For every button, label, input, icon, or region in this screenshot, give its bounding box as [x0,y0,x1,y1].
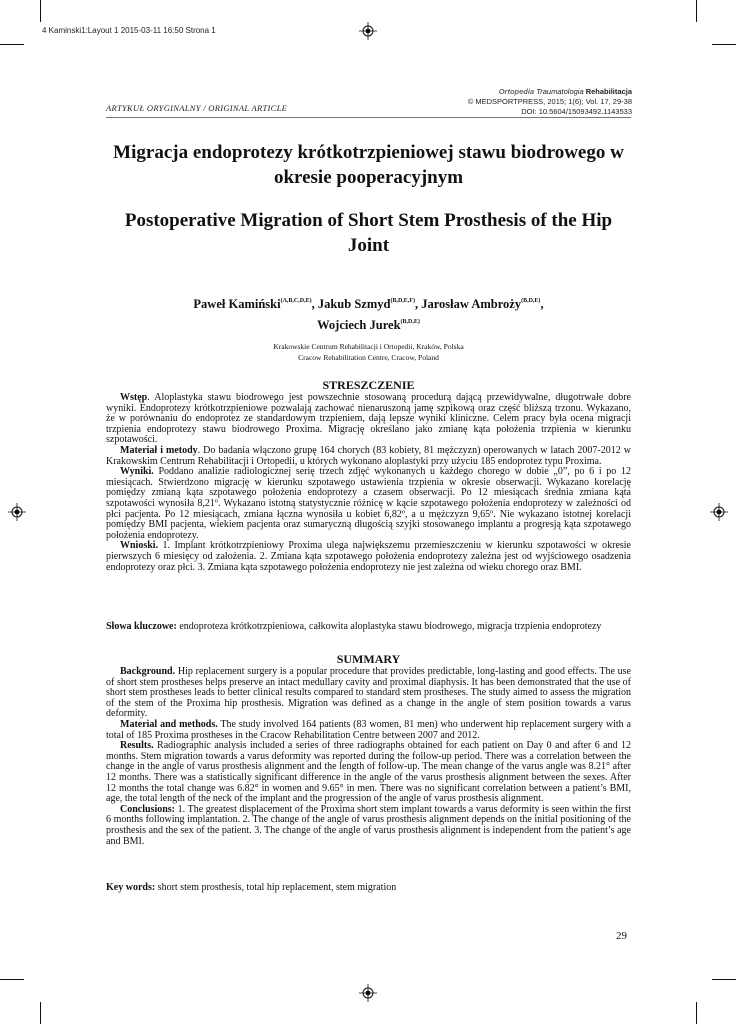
keywords-polish [106,621,631,632]
paragraph-label: Material and methods. [120,718,218,730]
keywords-english [106,882,631,893]
journal-brand-traumatologia: Traumatologia [536,87,584,96]
page-number: 29 [616,930,627,942]
abstract-polish [106,379,631,573]
paragraph-text: Hip replacement surgery is a popular procedure that provides predictable, long-lasting and good effects. The use of short stem prostheses helps preserve an intact medullary cavity and proximal diaphysis. It has been demonstrated that the use of short stem prostheses leads to better clinical results compared to standard stem prostheses. The study aimed to assess the migration of the stem of the Proxima hip prosthesis. Migration was defined as a change in the angle of stem position towards a varus deformity. [106,666,631,720]
paragraph-label: Conclusions: [120,803,176,815]
affiliations [106,341,631,363]
title-polish: Migracja endoprotezy krótkotrzpieniowej stawu biodrowego w okresie pooperacyjnym [113,142,624,188]
crop-mark [712,979,736,980]
registration-mark-icon [359,984,377,1002]
keywords-text: endoproteza krótkotrzpieniowa, całkowita aloplastyka stawu biodrowego, migracja trzpienia endoprotezy [176,621,602,632]
author-contribution-marks: (B,D,E,F) [390,298,415,304]
affiliation-polish: Krakowskie Centrum Rehabilitacji i Ortopedii, Kraków, Polska [273,342,464,351]
paragraph-label: Wstęp [120,392,148,403]
abstract-paragraph [106,741,631,805]
crop-mark [0,44,24,45]
title-english: Postoperative Migration of Short Stem Prosthesis of the Hip Joint [124,210,613,256]
journal-header [468,87,632,117]
journal-brand-rehabilitacja: Rehabilitacja [585,87,632,96]
author-name: Paweł Kamiński [193,297,281,311]
crop-mark [0,979,24,980]
registration-mark-icon [359,22,377,40]
paragraph-text: . Aloplastyka stawu biodrowego jest powszechnie stosowaną procedurą dającą przewidywalne, długotrwałe dobre wyniki. Endoprotezy krótkotrzpieniowe pozwalają zachować nienaruszoną jamę szpikową oraz część bliższą trzonu. Wykazano, że w porównaniu do endoprotez ze standardowym trzpieniem, dają lepsze wyniki kliniczne. Celem pracy była ocena migracji trzpienia endoprotezy stawu biodrowego Proxima. Migrację określano jako zmianę kąta położenia trzpienia w kierunku szpotawości. [106,392,631,446]
keywords-label: Słowa kluczowe: [106,621,177,632]
author-separator: , [311,297,318,311]
keywords-label: Key words: [106,882,156,893]
abstract-paragraph [106,541,631,573]
affiliation-english: Cracow Rehabilitation Centre, Cracow, Poland [298,353,439,362]
author-name: Wojciech Jurek [317,318,401,332]
printer-slug-line: 4 Kaminski1:Layout 1 2015-03-11 16:50 Strona 1 [42,26,216,35]
abstract-polish-heading: STRESZCZENIE [322,378,415,392]
abstract-paragraph [106,805,631,847]
crop-mark [696,1002,697,1024]
paragraph-label: Wnioski. [120,540,159,552]
abstract-paragraph [106,393,631,446]
abstract-english [106,653,631,847]
keywords-text: short stem prosthesis, total hip replacement, stem migration [155,882,397,893]
paragraph-label: Results. [120,740,154,752]
header-divider [106,117,631,118]
abstract-english-heading: SUMMARY [336,652,401,666]
paragraph-text: Radiographic analysis included a series of three radiographs obtained for each patient on Day 0 and after 6 and 12 months. Stem migration towards a varus deformity was reported during the follow-up period. There was a correlation between the change in the angle of varus prosthesis alignment and the length of follow-up. The mean change of the varus angle was 8.21° after 12 months. There was a statistically significant difference in the angle of the varus prosthesis alignment between the sexes. After 12 months the total change was 6.82° in women and 9.65° in men. There was no significant correlation between a patient’s BMI, age, the total length of the neck of the implant and the progression of the angle of varus prosthesis alignment. [106,740,631,805]
crop-mark [712,44,736,45]
paragraph-text: Poddano analizie radiologicznej serię trzech zdjęć wykonanych u każdego chorego w dobie „0”, po 6 i po 12 miesiącach. Stwierdzono migrację w kierunku szpotawego ustawienia trzpienia w okresie obserwacji. Wykazano korelację pomiędzy zmianą kąta szpotawego położenia endoprotezy a czasem obserwacji. Po 12 miesiącach średnia zmiana kąta szpotawości wynosiła 8,21º. Wykazano istotną statystycznie różnicę w kącie szpotawego położenia endoprotezy w zależności od płci pacjenta. Po 12 miesiącach, zmiana łączna wynosiła u kobiet 6,82º, a u mężczyzn 9,65º. Nie wykazano istotnej korelacji pomiędzy BMI pacjenta, wiekiem pacjenta oraz sumaryczną długością szyjki stosowanego implantu a progresją kąta szpotawego położenia endoprotezy. [106,466,631,541]
journal-doi: DOI: 10.5604/15093492.1143533 [521,107,632,116]
journal-brand-ortopedia: Ortopedia [498,87,535,96]
abstract-paragraph [106,467,631,541]
registration-mark-icon [710,503,728,521]
paragraph-label: Wyniki. [120,466,154,478]
abstract-paragraph [106,720,631,741]
crop-mark [40,0,41,22]
paragraph-text: 1. The greatest displacement of the Proxima short stem implant towards a varus deformity is seen within the first 6 months following implantation. 2. The change of the angle of varus prosthesis alignment depends on the initial positioning of the prosthesis and the sex of the patient. 3. The change of the angle of varus prosthesis alignment is independent from the patient’s age and BMI. [106,803,631,847]
paragraph-label: Materiał i metody [120,444,198,456]
author-separator: , [414,297,422,311]
journal-copyright: © MEDSPORTPRESS, 2015; 1(6); Vol. 17, 29-38 [467,97,632,106]
registration-mark-icon [8,503,26,521]
paragraph-text: . Do badania włączono grupę 164 chorych (83 kobiety, 81 mężczyzn) operowanych w latach 2007-2012 w Krakowskim Centrum Rehabilitacji i Ortopedii, u których wykonano aloplastyki przy użyciu 185 endoprotez typu Proxima. [106,444,631,467]
crop-mark [40,1002,41,1024]
author-name: Jakub Szmyd [317,297,391,311]
abstract-paragraph [106,667,631,720]
article-type-label: ARTYKUŁ ORYGINALNY / ORIGINAL ARTICLE [106,103,288,113]
journal-brand [468,87,632,97]
paragraph-text: 1. Implant krótkotrzpieniowy Proxima ulega największemu przemieszczeniu w kierunku szpotawości w okresie pierwszych 6 miesięcy od założenia. 2. Zmiana kąta szpotawego położenia endoprotezy zależna jest od wyjściowego osadzenia endoprotezy oraz płci. 3. Zmiana kąta szpotawego położenia endoprotezy nie jest zależna od wieku chorego oraz BMI. [106,540,631,573]
paragraph-label: Background. [120,666,176,677]
author-contribution-marks: (B,D,E) [521,298,541,304]
author-contribution-marks: (B,D,E) [400,319,420,325]
author-separator: , [540,297,544,311]
crop-mark [696,0,697,22]
authors-line [106,292,631,334]
abstract-paragraph [106,446,631,467]
author-name: Jarosław Ambroży [421,297,522,311]
paragraph-text: The study involved 164 patients (83 women, 81 men) who underwent hip replacement surgery with a total of 185 Proxima prostheses in the Cracow Rehabilitation Centre between 2007 and 2012. [106,718,631,741]
author-contribution-marks: (A,B,C,D,E) [280,298,312,304]
